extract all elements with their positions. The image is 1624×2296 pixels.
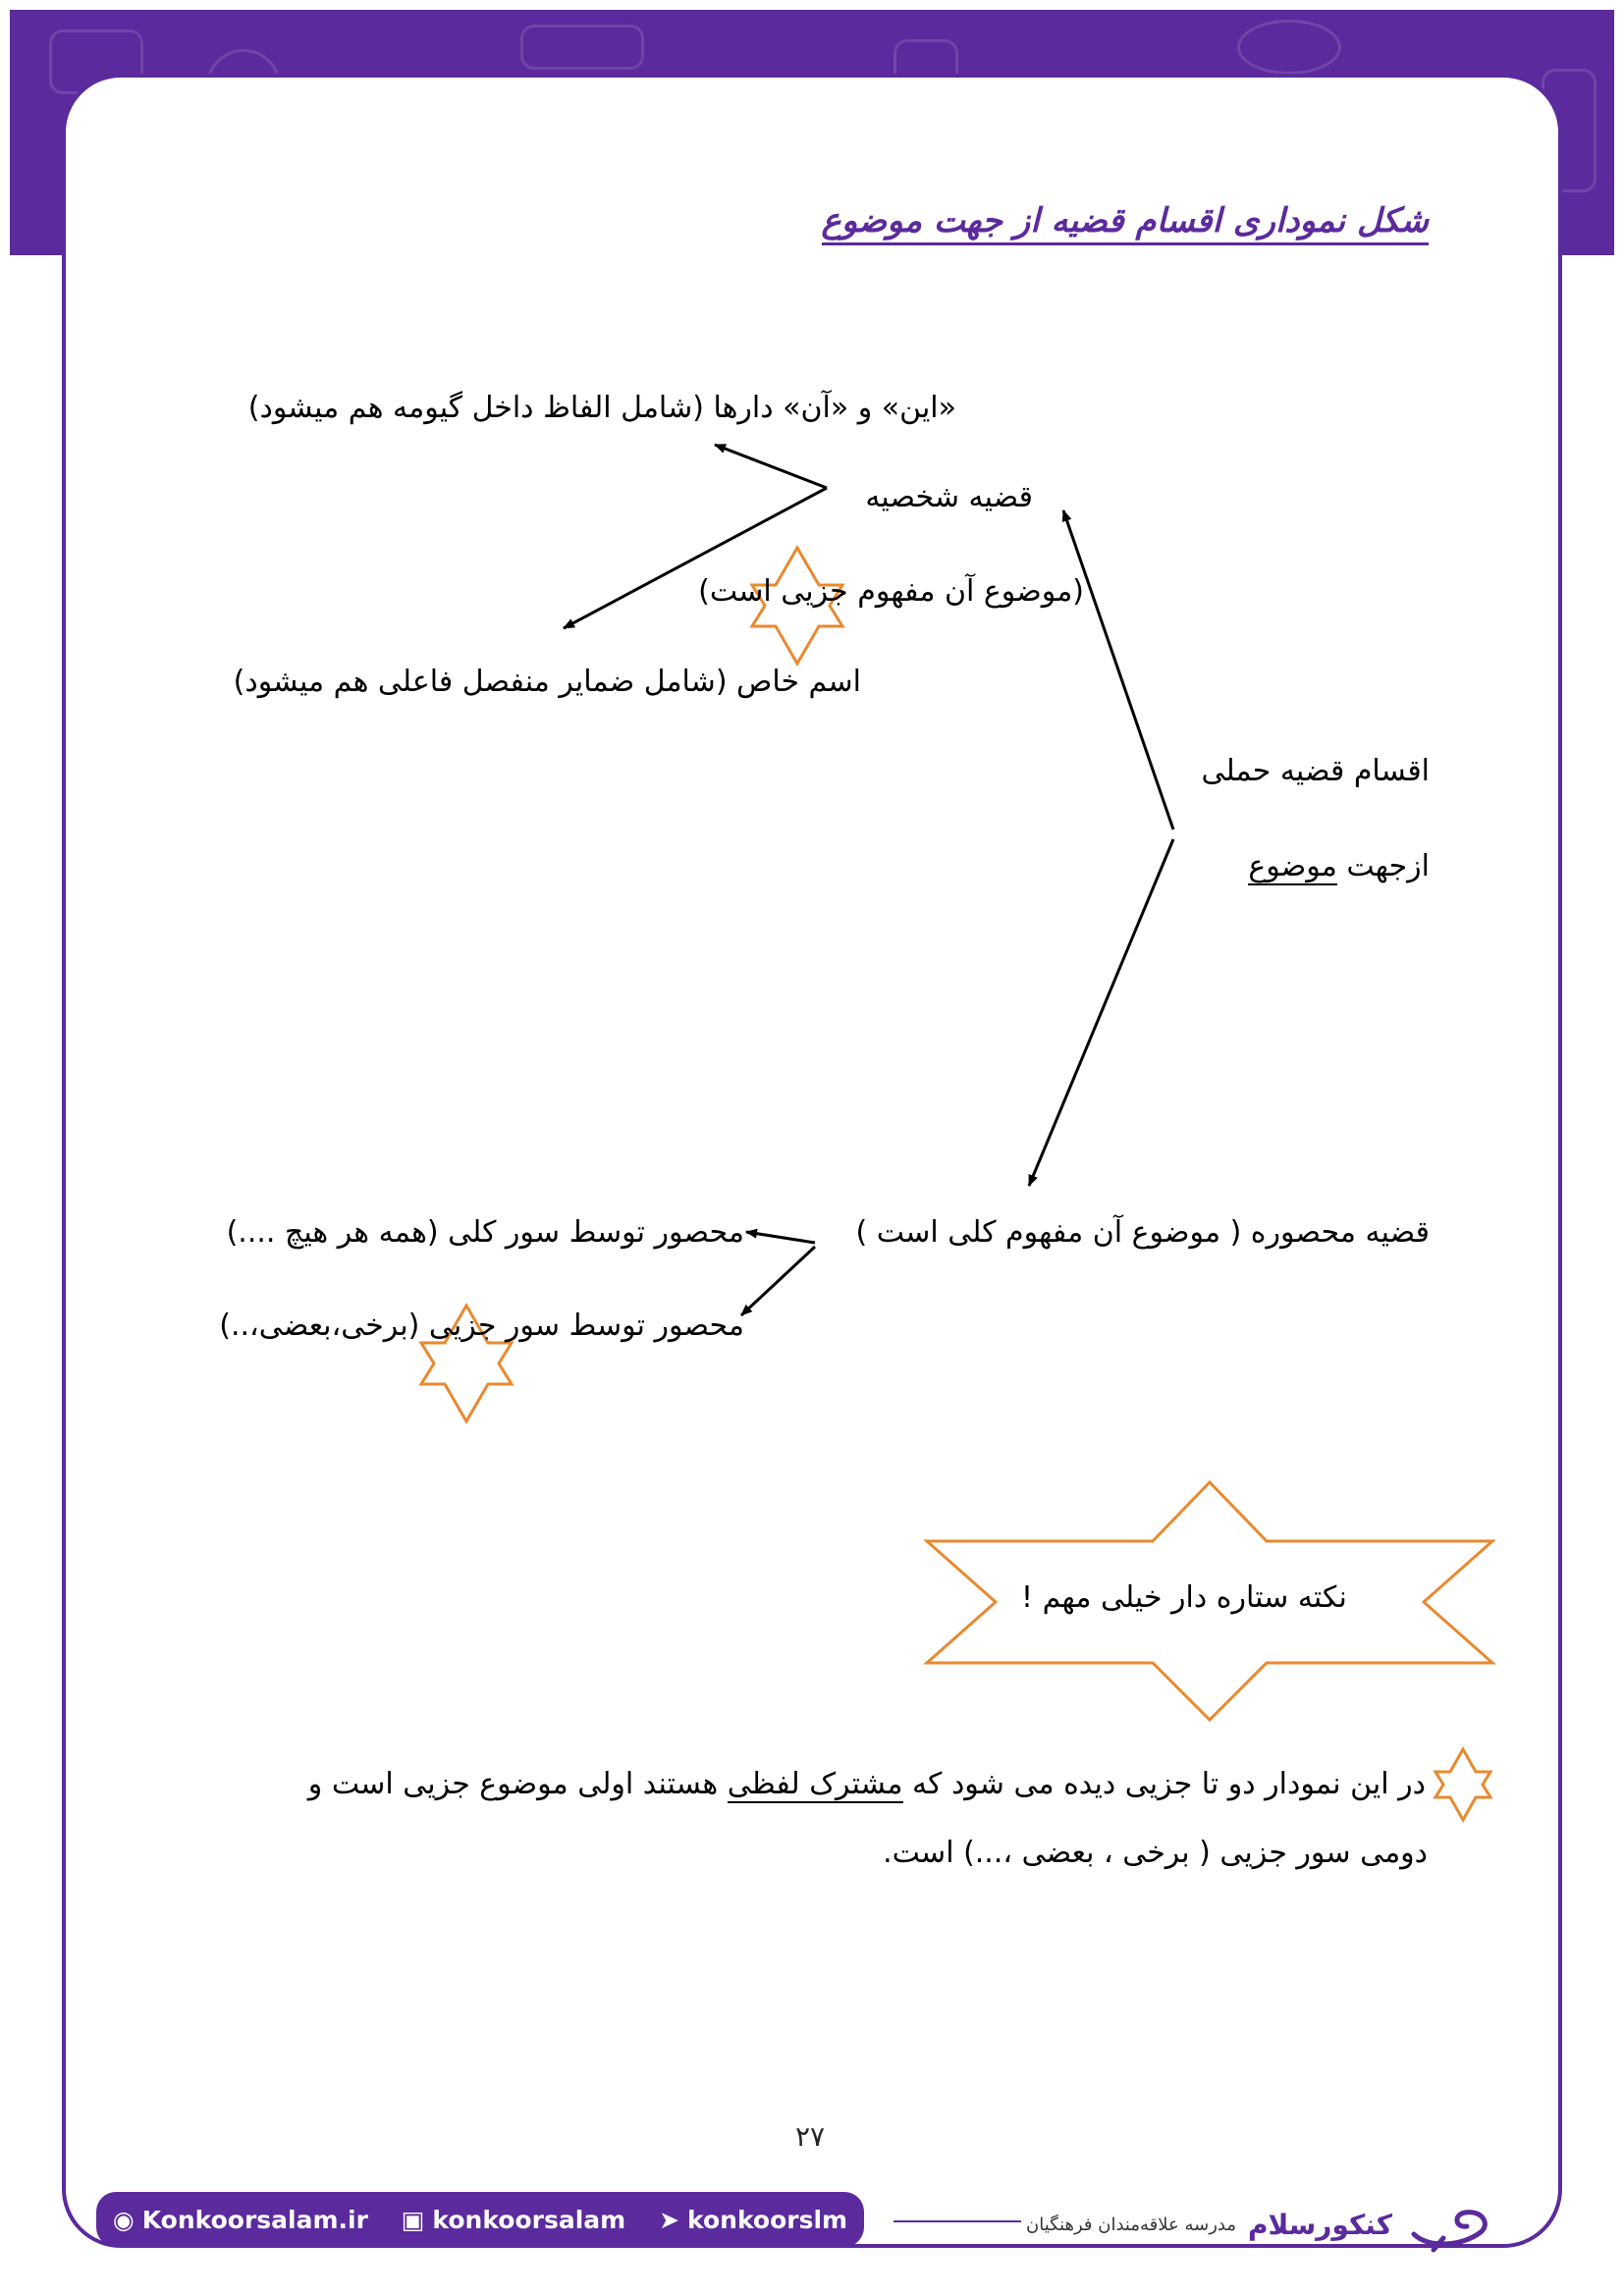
globe-icon: ◉ — [112, 2205, 135, 2234]
mahsure-sub1: محصور توسط سور کلی (همه هر هیچ ....) — [226, 1215, 744, 1250]
arrow-shakhsiye-sub1 — [715, 445, 827, 488]
footer-divider — [893, 2220, 1021, 2222]
arrow-root-to-shakhsiye — [1063, 510, 1173, 829]
footer-website[interactable]: ◉ Konkoorsalam.ir — [112, 2205, 368, 2234]
shakhsiye-description: (موضوع آن مفهوم جزیی است) — [698, 574, 1084, 609]
shakhsiye-sub2: اسم خاص (شامل ضمایر منفصل فاعلی هم میشود) — [233, 665, 861, 699]
footer-brand — [1026, 2195, 1492, 2254]
instagram-icon: ▣ — [401, 2205, 425, 2234]
arrow-root-to-mahsure — [1029, 839, 1173, 1186]
shakhsiye-sub1: «این» و «آن» دارها (شامل الفاظ داخل گیومه هم میشود) — [247, 391, 956, 425]
footer-telegram[interactable]: ➤ konkoorslm — [659, 2205, 848, 2234]
brand-tagline: مدرسه علاقه‌مندان فرهنگیان — [1026, 2214, 1236, 2235]
diagram-root-line1: اقسام قضیه حملی — [1201, 754, 1430, 788]
shakhsiye-label: قضیه شخصیه — [865, 480, 1033, 514]
footer-social-bar — [96, 2192, 864, 2247]
brand-name: کنکورسلام — [1247, 2208, 1392, 2241]
arrow-mahsure-sub1 — [746, 1232, 815, 1243]
mahsure-label: قضیه محصوره ( موضوع آن مفهوم کلی است ) — [855, 1215, 1430, 1250]
note-line2: دومی سور جزیی ( برخی ، بعضی ،...) است. — [883, 1836, 1428, 1870]
footer-instagram[interactable]: ▣ konkoorsalam — [401, 2205, 626, 2234]
callout-text: نکته ستاره دار خیلی مهم ! — [1021, 1580, 1347, 1615]
mahsure-sub2: محصور توسط سور جزیی (برخی،بعضی،..) — [219, 1308, 744, 1343]
page-number: ۲۷ — [795, 2120, 826, 2153]
brand-logo-icon — [1404, 2195, 1492, 2254]
page-title: شکل نموداری اقسام قضیه از جهت موضوع — [822, 201, 1429, 245]
note-star-icon — [1435, 1749, 1490, 1820]
telegram-icon: ➤ — [659, 2205, 680, 2234]
diagram-root-line2: ازجهت موضوع — [1248, 849, 1430, 883]
note-line1: در این نمودار دو تا جزیی دیده می شود که مشترک لفظی هستند اولی موضوع جزیی است و — [307, 1767, 1426, 1801]
arrow-mahsure-sub2 — [741, 1247, 815, 1315]
